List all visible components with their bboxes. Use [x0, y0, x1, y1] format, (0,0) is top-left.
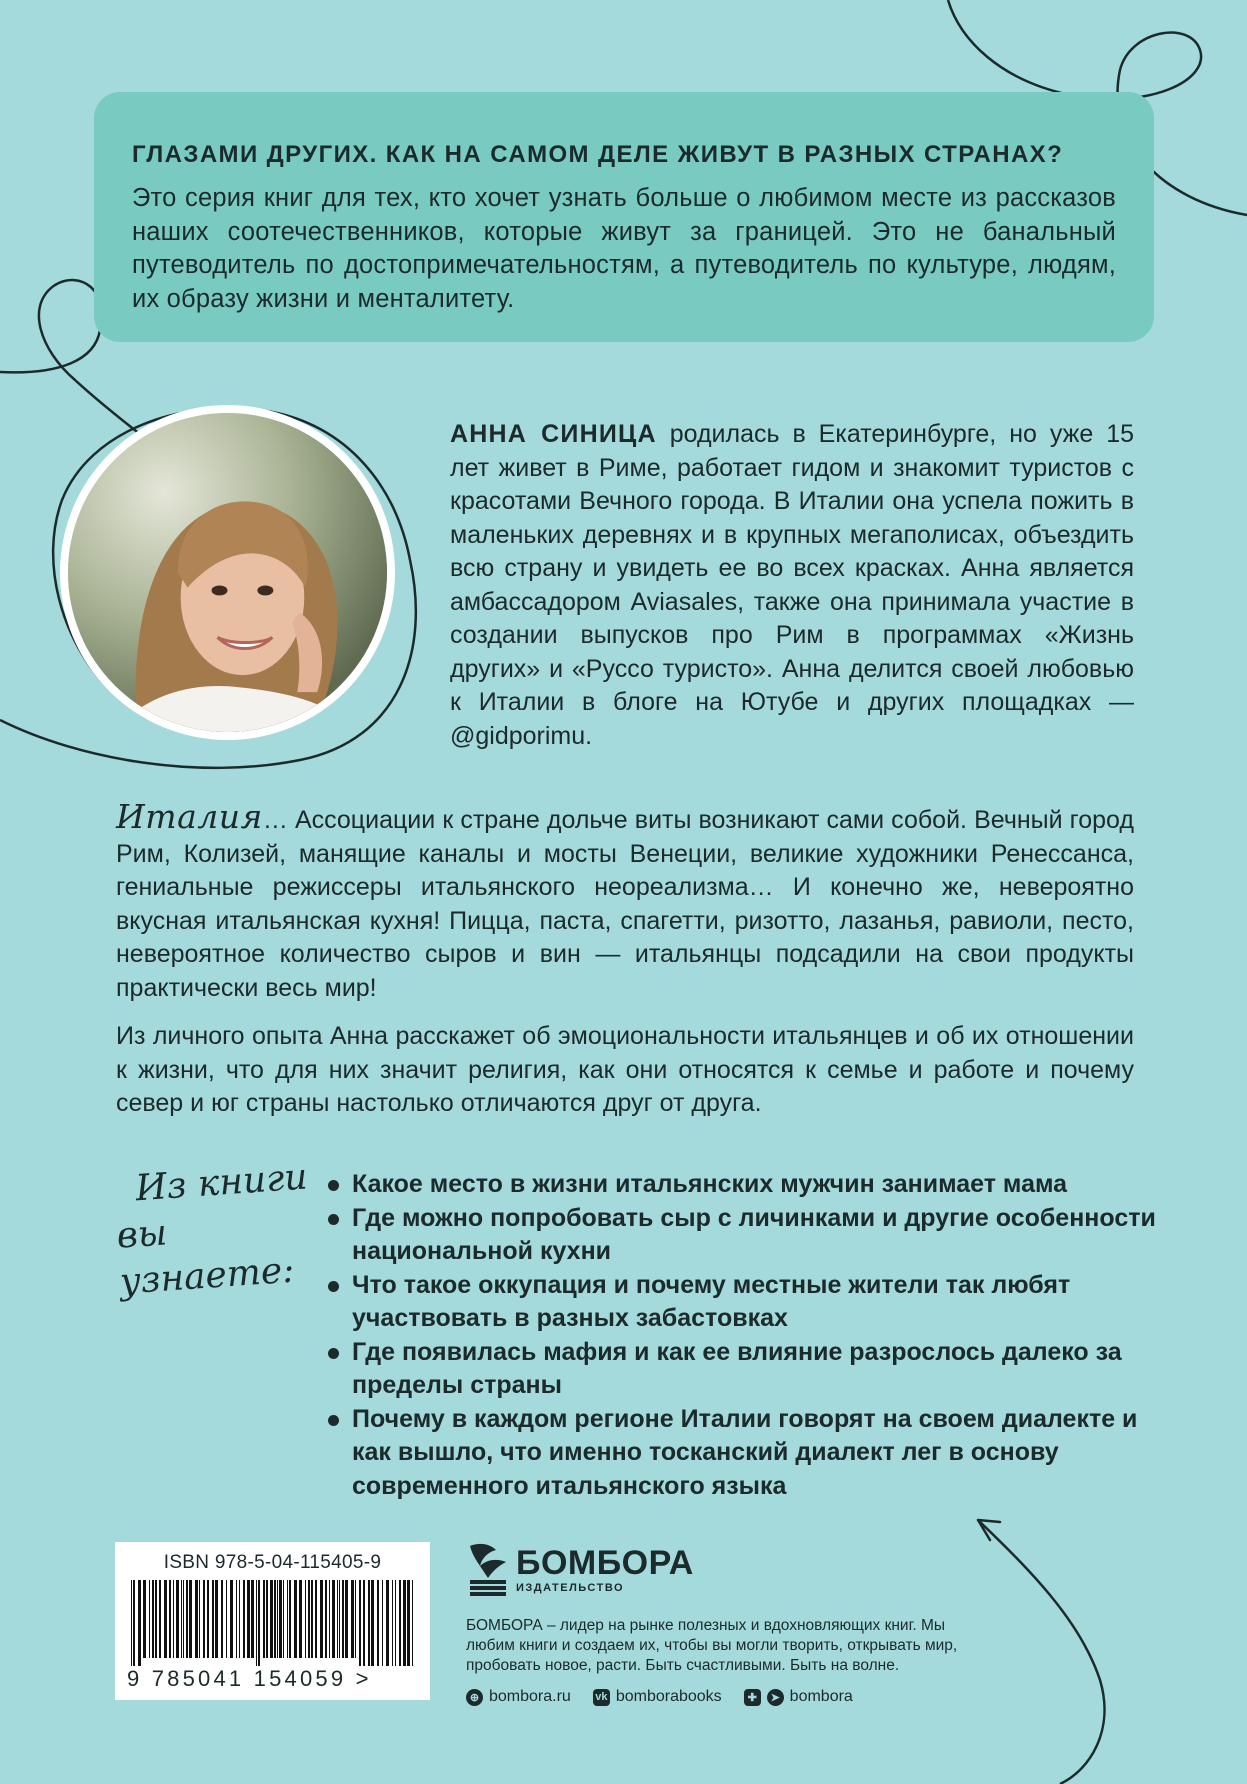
barcode-bar — [155, 1580, 157, 1658]
barcode-bar — [386, 1580, 389, 1676]
barcode-bar — [230, 1580, 233, 1658]
barcode-bar — [345, 1580, 348, 1658]
social-website-label: bombora.ru — [489, 1688, 571, 1705]
barcode-bar — [152, 1580, 154, 1658]
list-item: Где можно попробовать сыр с личинками и другие особенности национальной кухни — [326, 1202, 1156, 1269]
social-vk-label: bomborabooks — [615, 1688, 722, 1705]
barcode-bar — [195, 1580, 198, 1658]
barcode-bar — [215, 1580, 218, 1658]
publisher-subtitle: ИЗДАТЕЛЬСТВО — [516, 1582, 625, 1594]
barcode-bar — [377, 1580, 379, 1676]
barcode-bar — [351, 1580, 354, 1658]
barcode-bar — [256, 1580, 257, 1676]
barcode-bar — [289, 1580, 291, 1658]
barcode-bar — [247, 1580, 250, 1658]
barcode-bar — [149, 1580, 150, 1658]
italy-text: … Ассоциации к стране дольче виты возникают сами собой. Вечный город Рим, Колизей, манящие каналы и мосты Венеции, великие художники Ренессанса, гениальные режиссеры итальянского неореализма… И конечно же, невероятно вкусная итальянская кухня! Пицца, паста, спагетти, ризотто, лазанья, равиоли, песто, невероятное количество сыров и вин — итальянцы подсадили на свои продукты практически весь мир! — [116, 806, 1134, 1002]
author-bio-text: родилась в Екатеринбурге, но уже 15 лет живет в Риме, работает гидом и знакомит туристов с красотами Вечного города. В Италии она успела пожить в маленьких деревнях и в крупных мегаполисах, объездить всю страну и увидеть ее во всех красках. Анна является амбассадором Aviasales, также она принимала участие в создании выпусков про Рим в программах «Жизнь других» и «Руссо туристо». Анна делится своей любовью к Италии в блоге на Ютубе и других площадках — @gidporimu. — [450, 420, 1135, 750]
barcode — [127, 1580, 418, 1676]
barcode-bar — [173, 1580, 174, 1658]
vk-icon: vk — [593, 1689, 610, 1706]
learn-title-line2: вы узнаете: — [115, 1212, 296, 1303]
barcode-bar — [407, 1580, 410, 1676]
barcode-bar — [186, 1580, 188, 1658]
barcode-bar — [263, 1580, 265, 1658]
series-info-box — [94, 92, 1154, 342]
barcode-bar — [339, 1580, 340, 1658]
barcode-bar — [305, 1580, 306, 1658]
social-messenger-label: bombora — [789, 1688, 853, 1705]
barcode-bar — [283, 1580, 284, 1658]
publisher-socials — [466, 1688, 986, 1706]
social-messenger[interactable] — [744, 1688, 853, 1706]
barcode-bar — [311, 1580, 313, 1658]
publisher-description: БОМБОРА – лидер на рынке полезных и вдохновляющих книг. Мы любим книги и создаем их, чтобы вы могли творить, открывать мир, пробовать новое, расти. Быть счастливыми. Быть на волне. — [466, 1617, 958, 1674]
author-bio — [450, 418, 1134, 753]
series-title: ГЛАЗАМИ ДРУГИХ. КАК НА САМОМ ДЕЛЕ ЖИВУТ В РАЗНЫХ СТРАНАХ? — [132, 141, 1064, 168]
barcode-bar — [226, 1580, 227, 1658]
barcode-bar — [169, 1580, 171, 1658]
social-vk[interactable] — [593, 1688, 722, 1706]
barcode-bar — [189, 1580, 192, 1658]
barcode-bar — [412, 1580, 413, 1676]
barcode-bar — [207, 1580, 209, 1658]
list-item: Где появилась мафия и как ее влияние разрослось далеко за пределы страны — [326, 1336, 1156, 1403]
barcode-bar — [392, 1580, 393, 1676]
list-item: Почему в каждом регионе Италии говорят на своем диалекте и как вышло, что именно тосканский диалект лег в основу современного итальянского языка — [326, 1403, 1156, 1504]
bombora-logo-icon — [466, 1540, 510, 1598]
barcode-bar — [359, 1580, 361, 1676]
barcode-bar — [143, 1580, 146, 1658]
barcode-bar — [251, 1580, 254, 1658]
barcode-bar — [342, 1580, 344, 1658]
learn-list — [326, 1168, 1156, 1503]
telegram-icon: ➤ — [767, 1689, 784, 1706]
italy-script-word: Италия — [116, 797, 263, 836]
barcode-bar — [183, 1580, 184, 1658]
barcode-bar — [274, 1580, 276, 1658]
barcode-bar — [164, 1580, 167, 1658]
italy-paragraph — [116, 797, 1134, 1005]
barcode-bar — [315, 1580, 317, 1658]
barcode-bar — [294, 1580, 297, 1658]
opinion-paragraph: Из личного опыта Анна расскажет об эмоциональности итальянцев и об их отношении к жизни, что для них значит религия, как они относятся к семье и работе и почему север и юг страны настолько отличаются друг от друга. — [116, 1022, 1134, 1117]
publisher-block — [466, 1540, 986, 1706]
barcode-bar — [270, 1580, 273, 1658]
barcode-bar — [337, 1580, 338, 1658]
barcode-bar — [368, 1580, 370, 1676]
barcode-bar — [355, 1580, 356, 1658]
barcode-bar — [181, 1580, 182, 1658]
barcode-bar — [266, 1580, 268, 1658]
author-portrait-illustration — [68, 413, 387, 732]
barcode-bar — [277, 1580, 278, 1658]
barcode-bar — [131, 1580, 132, 1676]
isbn-barcode-box — [115, 1542, 430, 1700]
barcode-bar — [138, 1580, 141, 1676]
isbn-label: ISBN 978-5-04-115405-9 — [163, 1552, 382, 1573]
barcode-bar — [159, 1580, 161, 1658]
globe-icon: ⊕ — [466, 1689, 483, 1706]
learn-title-line1: Из книги — [134, 1156, 309, 1210]
barcode-bar — [176, 1580, 179, 1658]
barcode-bar — [403, 1580, 406, 1676]
barcode-bar — [199, 1580, 200, 1658]
barcode-bar — [371, 1580, 374, 1676]
barcode-bar — [329, 1580, 330, 1658]
barcode-bar — [287, 1580, 288, 1658]
author-photo-frame — [60, 405, 395, 740]
author-photo — [68, 413, 387, 732]
barcode-bar — [308, 1580, 310, 1658]
publisher-logo — [466, 1540, 986, 1598]
barcode-bar — [320, 1580, 323, 1658]
barcode-bar — [239, 1580, 240, 1658]
barcode-bar — [258, 1580, 260, 1676]
barcode-bar — [243, 1580, 245, 1658]
barcode-bar — [332, 1580, 335, 1658]
barcode-bar — [279, 1580, 282, 1658]
barcode-bar — [382, 1580, 383, 1676]
barcode-bar — [212, 1580, 214, 1658]
barcode-bar — [399, 1580, 401, 1676]
list-item: Что такое оккупация и почему местные жители так любят участвовать в разных забастовках — [326, 1269, 1156, 1336]
barcode-bar — [221, 1580, 223, 1658]
social-website[interactable] — [466, 1688, 571, 1706]
barcode-bar — [236, 1580, 237, 1658]
barcode-bar — [395, 1580, 396, 1676]
learn-title — [112, 1154, 321, 1306]
messenger-icon: ✚ — [744, 1689, 761, 1706]
isbn-digits: 9 785041 154059 > — [127, 1666, 418, 1692]
author-name: АННА СИНИЦА — [450, 420, 657, 448]
list-item: Какое место в жизни итальянских мужчин занимает мама — [326, 1168, 1156, 1202]
barcode-bar — [363, 1580, 365, 1676]
barcode-bar — [203, 1580, 205, 1658]
series-description: Это серия книг для тех, кто хочет узнать больше о любимом месте из рассказов наших соотечественников, которые живут за границей. Это не банальный путеводитель по достопримечательностям, а путеводитель по культуре, людям, их образу жизни и менталитету. — [132, 184, 1116, 313]
barcode-bar — [299, 1580, 302, 1658]
barcode-bar — [325, 1580, 327, 1658]
barcode-bar — [133, 1580, 135, 1676]
publisher-name: БОМБОРА — [516, 1544, 694, 1582]
